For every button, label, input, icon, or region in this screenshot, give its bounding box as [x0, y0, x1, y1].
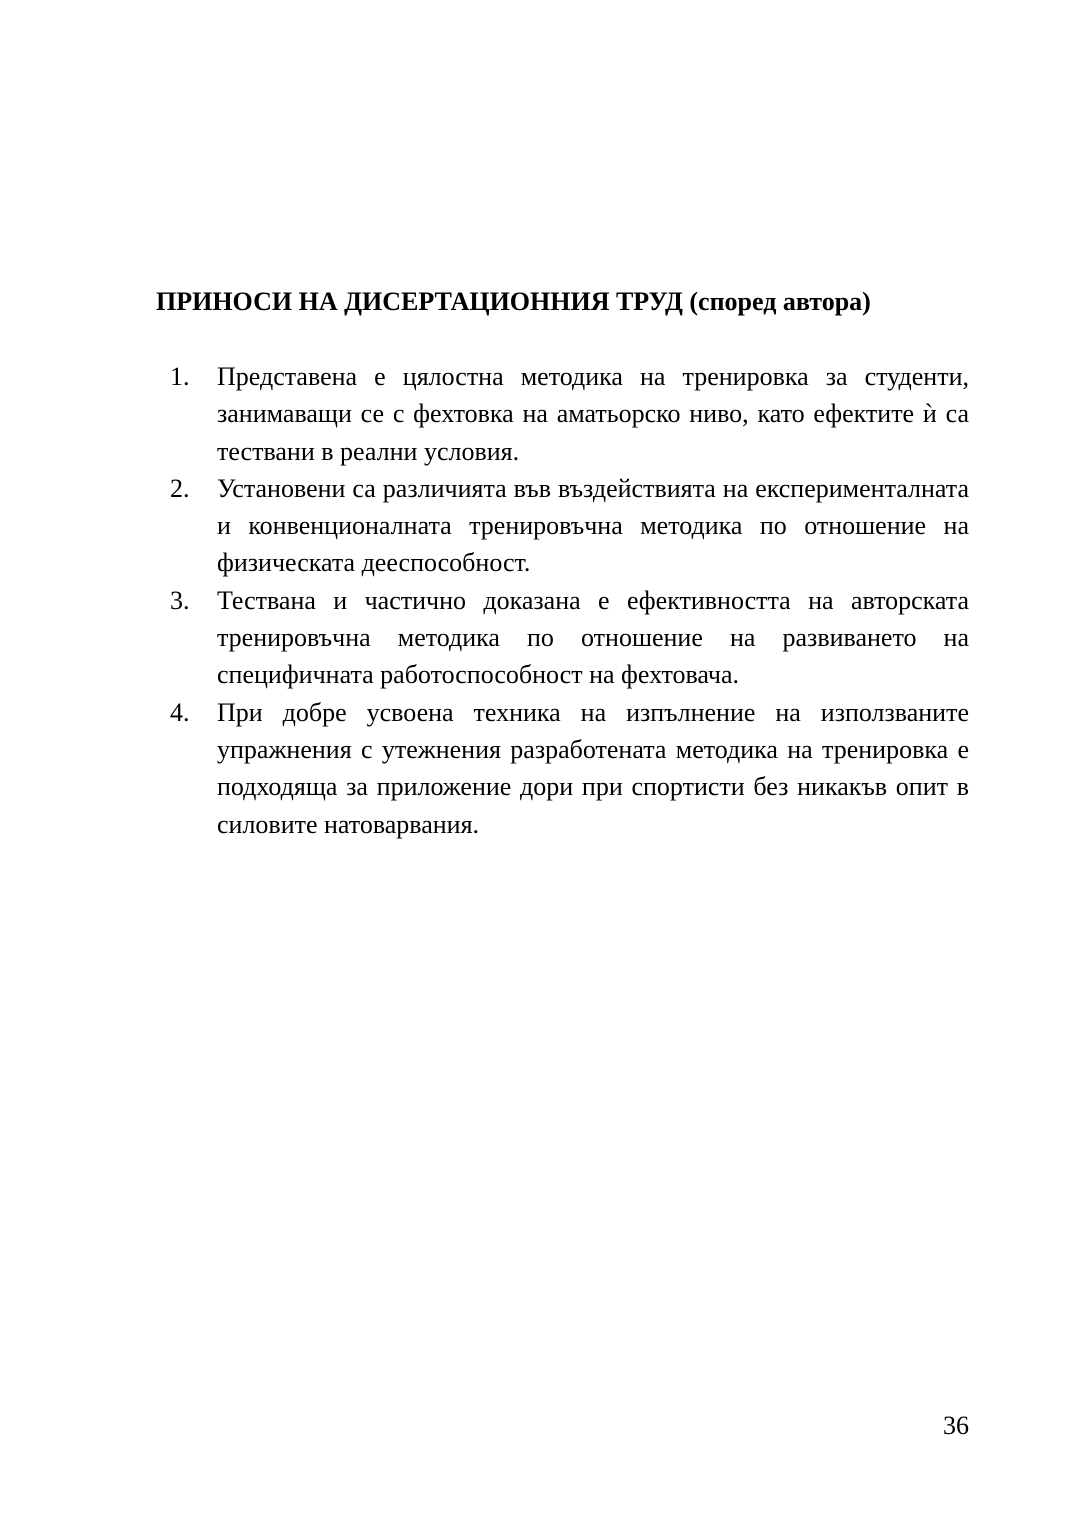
list-number: 4. [170, 697, 190, 727]
list-number: 1. [170, 362, 190, 391]
contribution-item-1 [170, 358, 969, 470]
contribution-item-3 [170, 582, 969, 694]
contribution-item-2 [170, 470, 969, 582]
contribution-text: Установени са различията във въздействията на експерименталната и конвенционалната тренировъчна методика по отношение на физическата дееспособност. [217, 473, 969, 578]
contribution-text: При добре усвоена техника на изпълнение на използваните упражнения с утежнения разработената методика на тренировка е подходяща за приложение дори при спортисти без никакъв опит в силовите натоварвания. [217, 697, 969, 839]
list-number: 3. [170, 585, 190, 615]
page-number: 36 [943, 1411, 969, 1440]
section-heading: ПРИНОСИ НА ДИСЕРТАЦИОННИЯ ТРУД (според автора) [156, 287, 871, 316]
contribution-text: Представена е цялостна методика на тренировка за студенти, занимаващи се с фехтовка на аматьорско ниво, като ефектите ѝ са тествани в реални условия. [217, 362, 969, 466]
contributions-list [170, 358, 969, 843]
contribution-item-4 [170, 694, 969, 843]
list-number: 2. [170, 473, 190, 503]
contribution-text: Тествана и частично доказана е ефективността на авторската тренировъчна методика по отношение на развиването на специфичната работоспособност на фехтовача. [217, 585, 969, 690]
